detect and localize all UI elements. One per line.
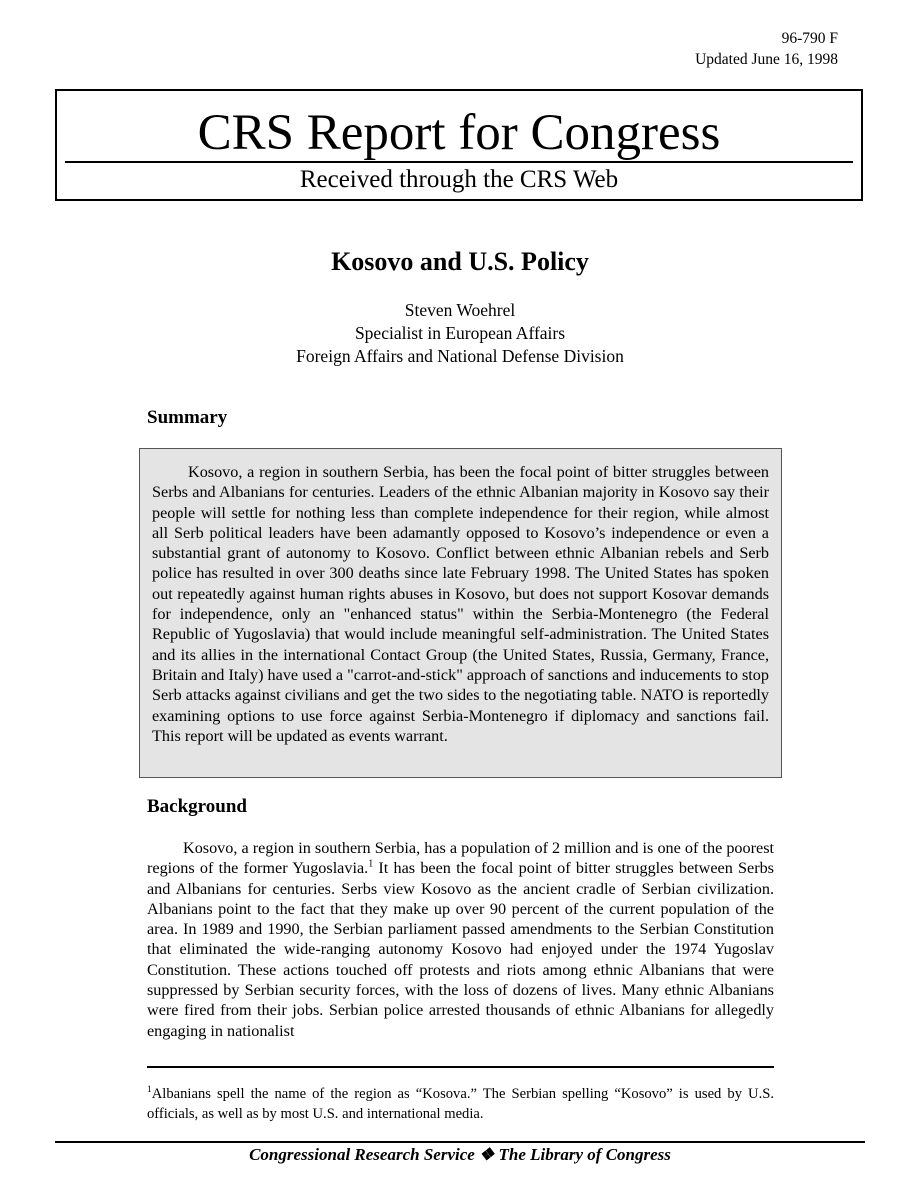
footnote-mark: 1 bbox=[147, 1085, 152, 1096]
summary-heading: Summary bbox=[147, 407, 228, 428]
masthead-subtitle: Received through the CRS Web bbox=[299, 166, 619, 193]
summary-box bbox=[139, 448, 782, 778]
author-division: Foreign Affairs and National Defense Division bbox=[296, 346, 624, 366]
author-title: Specialist in European Affairs bbox=[354, 323, 566, 343]
footer-divider bbox=[55, 1141, 865, 1143]
updated-date: Updated June 16, 1998 bbox=[695, 51, 838, 68]
author-name: Steven Woehrel bbox=[404, 300, 516, 320]
summary-text: Kosovo, a region in southern Serbia, has been the focal point of bitter struggles between Serbs and Albanians for centuries. Leaders of the ethnic Albanian majority in Kosovo say their people will settle for nothing less than complete independence for their region, while almost all Serb political leaders have been adamantly opposed to Kosovo’s independence or even a substantial grant of autonomy to Kosovo. Conflict between ethnic Albanian rebels and Serb police has resulted in over 300 deaths since late February 1998. The United States has spoken out repeatedly against human rights abuses in Kosovo, but does not support Kosovar demands for independence, only an "enhanced status" within the Serbia-Montenegro (the Federal Republic of Yugoslavia) that would include meaningful self-administration. The United States and its allies in the international Contact Group (the United States, Russia, Germany, France, Britain and Italy) have used a "carrot-and-stick" approach of sanctions and inducements to stop Serb attacks against civilians and get the two sides to the negotiating table. NATO is reportedly examining options to use force against Serbia-Montenegro if diplomacy and sanctions fail. This report will be updated as events warrant. bbox=[152, 463, 769, 745]
document-title: Kosovo and U.S. Policy bbox=[331, 247, 589, 276]
report-number: 96-790 F bbox=[781, 30, 838, 47]
footnote-reference[interactable]: 1 bbox=[368, 858, 374, 870]
page-footer: Congressional Research Service ❖ The Library of Congress bbox=[249, 1145, 671, 1164]
author-block bbox=[0, 299, 920, 368]
masthead-box bbox=[55, 89, 863, 201]
report-identifier bbox=[695, 28, 838, 70]
footnote-divider bbox=[147, 1066, 774, 1068]
background-paragraph bbox=[147, 838, 774, 1041]
background-text-part1: Kosovo, a region in southern Serbia, has a population of 2 million and is one of the poorest regions of the former Yugoslavia. bbox=[147, 839, 774, 878]
background-heading: Background bbox=[147, 796, 247, 817]
masthead-title: CRS Report for Congress bbox=[197, 105, 721, 161]
background-text-part2: It has been the focal point of bitter struggles between Serbs and Albanians for centuries. Serbs view Kosovo as the ancient cradle of Serbian civilization. Albanians point to the fact that they make up over 90 percent of the current population of the area. In 1989 and 1990, the Serbian parliament passed amendments to the Serbian Constitution that eliminated the wide-ranging autonomy Kosovo had enjoyed under the 1974 Yugoslav Constitution. These actions touched off protests and riots among ethnic Albanians that were suppressed by Serbian security forces, with the loss of dozens of lives. Many ethnic Albanians were fired from their jobs. Serbian police arrested thousands of ethnic Albanians for allegedly engaging in nationalist bbox=[147, 859, 774, 1040]
masthead-rule bbox=[65, 161, 853, 163]
footnote-text: Albanians spell the name of the region as “Kosova.” The Serbian spelling “Kosovo” is used by U.S. officials, as well as by most U.S. and international media. bbox=[147, 1086, 774, 1122]
footnote bbox=[147, 1084, 774, 1124]
